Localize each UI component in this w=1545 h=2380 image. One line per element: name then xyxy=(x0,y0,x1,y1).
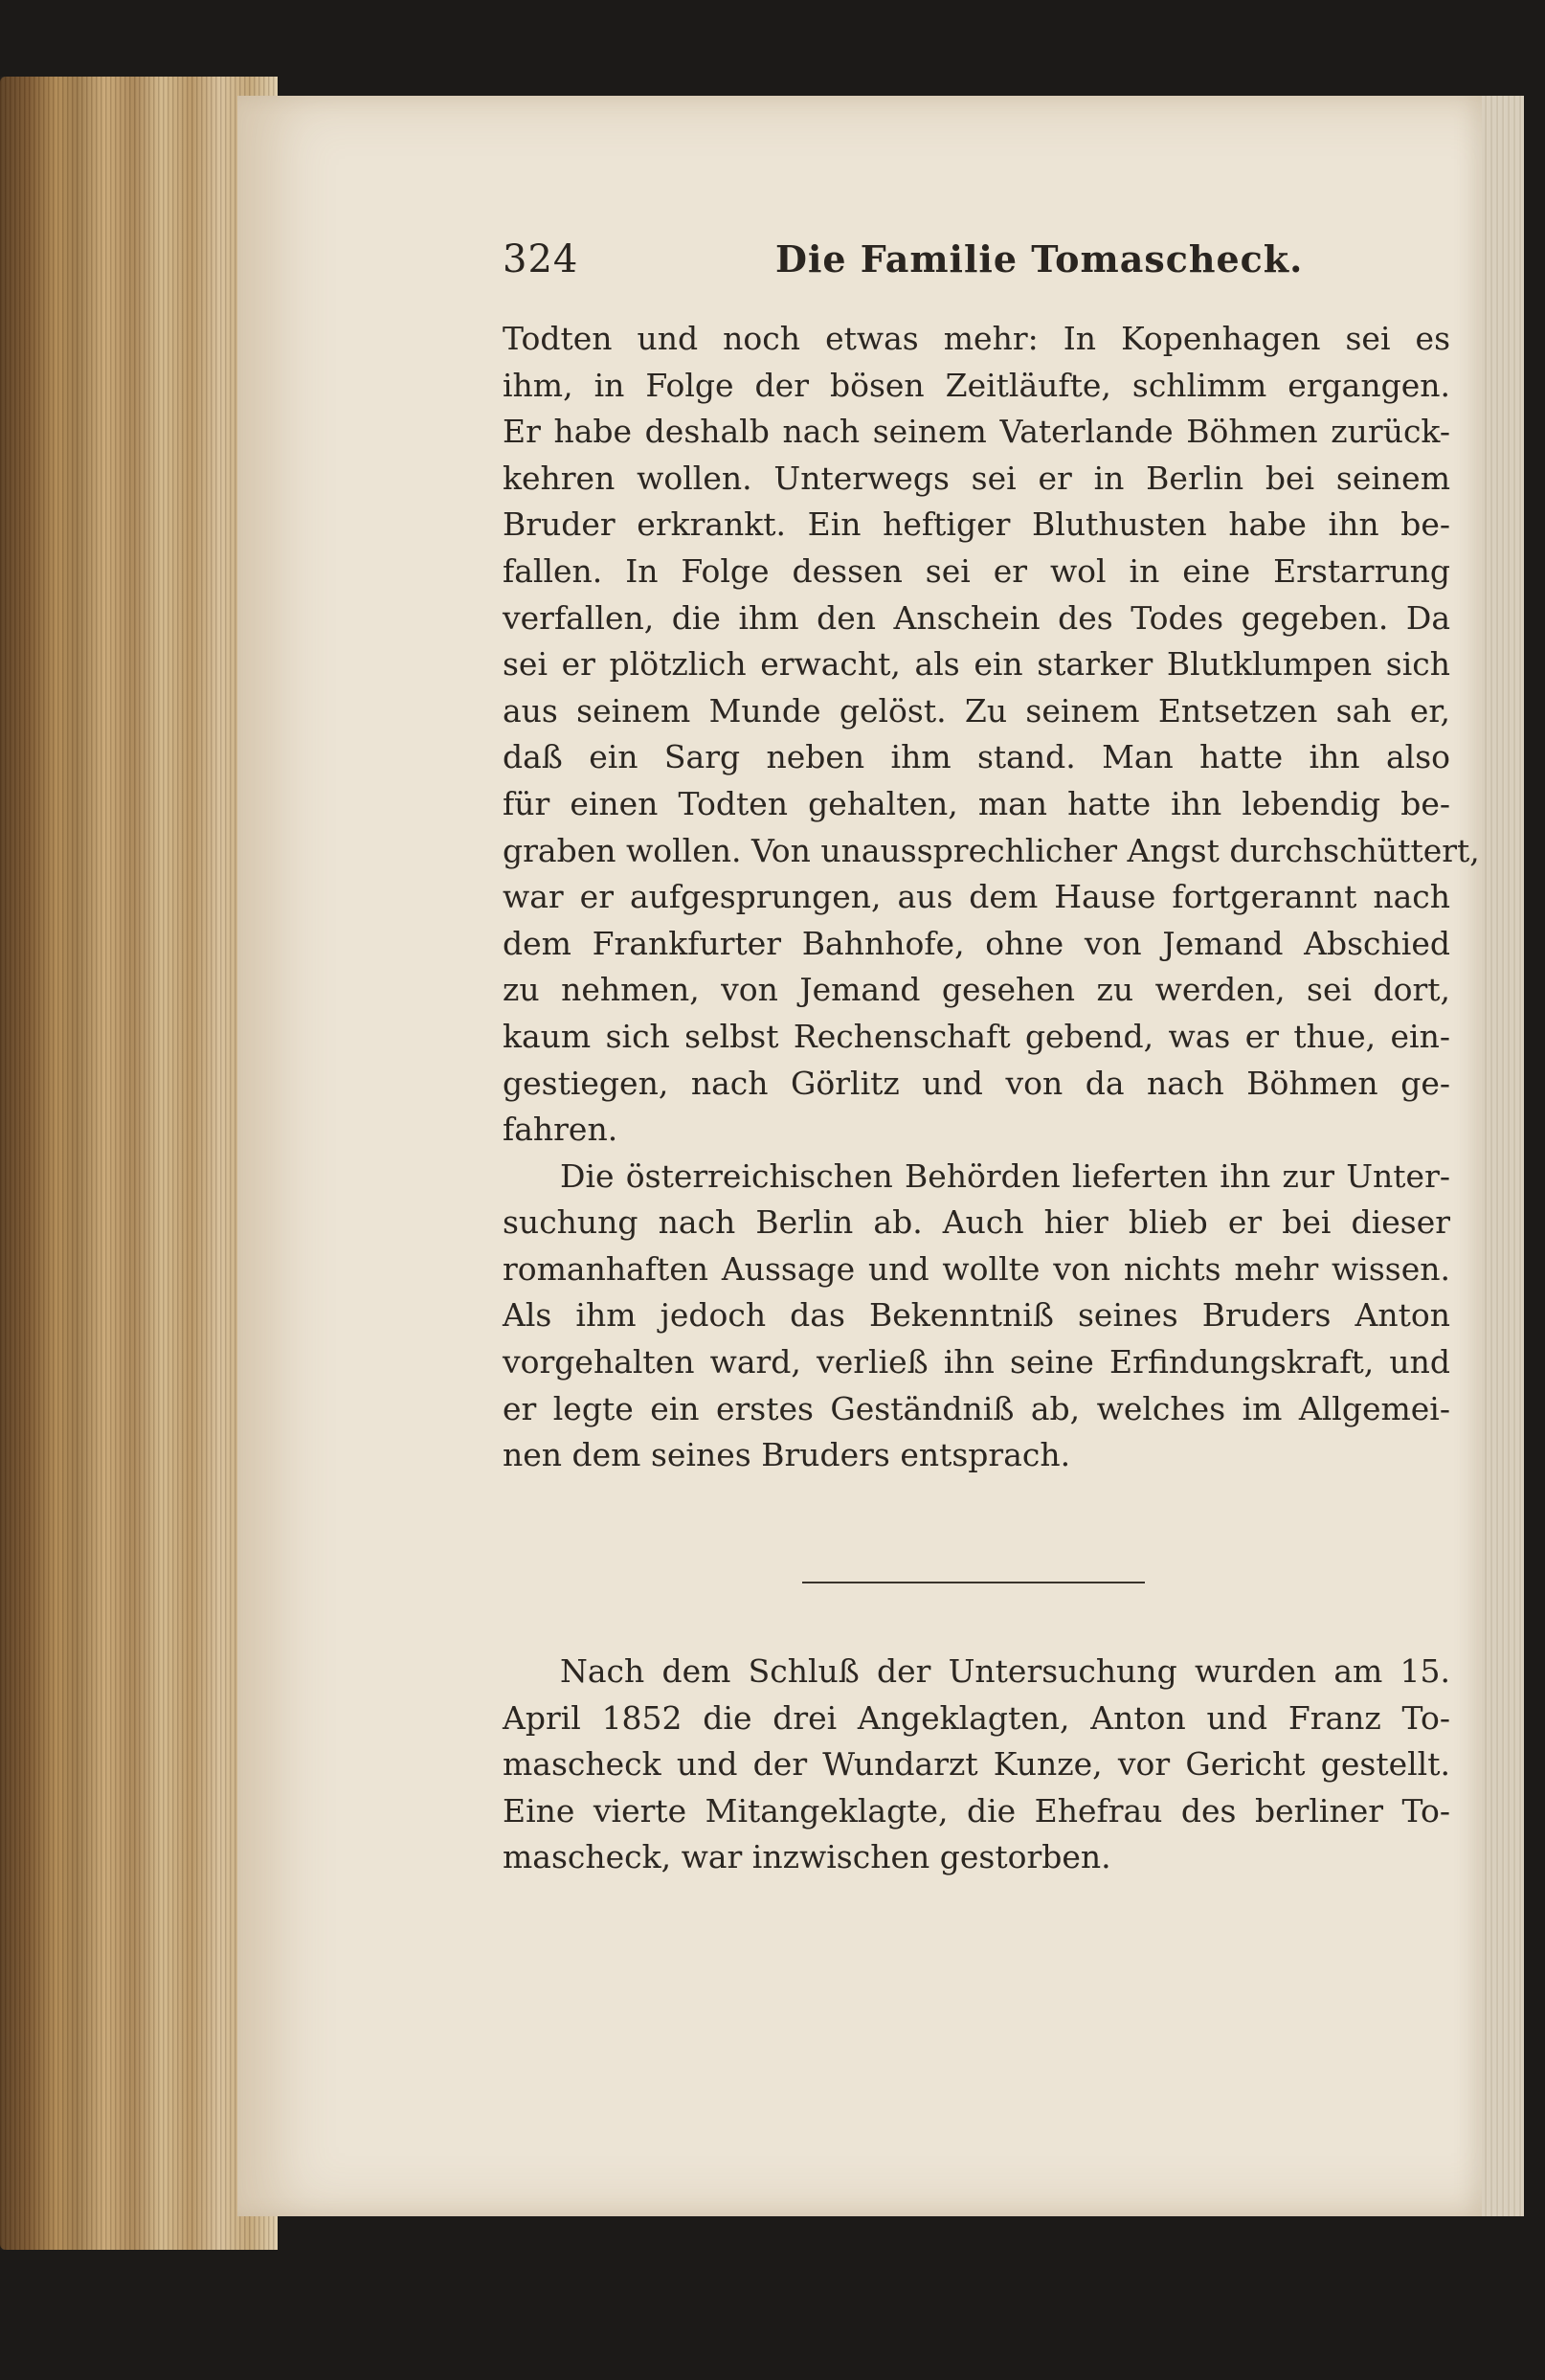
text-line: fallen. In Folge dessen sei er wol in eine Erstarrung xyxy=(503,551,1450,590)
text-line: Als ihm jedoch das Bekenntniß seines Bruders Anton xyxy=(503,1296,1450,1335)
text-line: er legte ein erstes Geständniß ab, welches im Allgemei- xyxy=(503,1389,1450,1427)
text-line: suchung nach Berlin ab. Auch hier blieb er bei dieser xyxy=(503,1203,1450,1242)
text-line: kehren wollen. Unterwegs sei er in Berlin bei seinem xyxy=(503,459,1450,497)
text-line: war er aufgesprungen, aus dem Hause fortgerannt nach xyxy=(503,878,1450,916)
text-line: vorgehalten ward, verließ ihn seine Erfindungskraft, und xyxy=(503,1343,1450,1381)
text-line: romanhaften Aussage und wollte von nichts mehr wissen. xyxy=(503,1249,1450,1288)
text-line: dem Frankfurter Bahnhofe, ohne von Jemand Abschied xyxy=(503,924,1450,962)
page-number: 324 xyxy=(503,237,579,281)
text-line: kaum sich selbst Rechenschaft gebend, was er thue, ein- xyxy=(503,1017,1450,1055)
section-divider xyxy=(802,1582,1145,1583)
text-line: sei er plötzlich erwacht, als ein starker Blutklumpen sich xyxy=(503,645,1450,684)
text-line: daß ein Sarg neben ihm stand. Man hatte ihn also xyxy=(503,738,1450,776)
text-line: nen dem seines Bruders entsprach. xyxy=(503,1436,1071,1474)
body-text xyxy=(503,316,1480,1479)
text-line: fahren. xyxy=(503,1111,618,1149)
text-line: mascheck, war inzwischen gestorben. xyxy=(503,1838,1111,1876)
text-line: gestiegen, nach Görlitz und von da nach Böhmen ge- xyxy=(503,1064,1450,1102)
text-line: zu nehmen, von Jemand gesehen zu werden, sei dort, xyxy=(503,971,1450,1009)
text-line: graben wollen. Von unaussprechlicher Angst durchschüttert, xyxy=(503,831,1480,869)
body-text-section-2 xyxy=(503,1649,1450,1881)
page-stack-right xyxy=(1482,96,1524,2216)
text-line: April 1852 die drei Angeklagten, Anton und Franz To- xyxy=(503,1698,1450,1737)
text-line: Todten und noch etwas mehr: In Kopenhagen sei es xyxy=(503,320,1450,357)
text-line: mascheck und der Wundarzt Kunze, vor Gericht gestellt. xyxy=(503,1745,1450,1784)
text-line: Eine vierte Mitangeklagte, die Ehefrau des berliner To- xyxy=(503,1791,1450,1830)
running-head xyxy=(503,237,1460,295)
text-line: für einen Todten gehalten, man hatte ihn lebendig be- xyxy=(503,784,1450,822)
page-stack-left xyxy=(0,77,278,2250)
text-line: verfallen, die ihm den Anschein des Todes gegeben. Da xyxy=(503,598,1450,637)
text-line: Er habe deshalb nach seinem Vaterlande Böhmen zurück- xyxy=(503,413,1450,451)
text-line: Die österreichischen Behörden lieferten ihn zur Unter- xyxy=(560,1156,1450,1195)
text-line: aus seinem Munde gelöst. Zu seinem Entsetzen sah er, xyxy=(503,691,1450,730)
text-line: ihm, in Folge der bösen Zeitläufte, schlimm ergangen. xyxy=(503,366,1450,404)
text-line: Bruder erkrankt. Ein heftiger Bluthusten habe ihn be- xyxy=(503,505,1450,544)
page-title: Die Familie Tomascheck. xyxy=(775,237,1304,281)
text-line: Nach dem Schluß der Untersuchung wurden am 15. xyxy=(560,1652,1450,1690)
